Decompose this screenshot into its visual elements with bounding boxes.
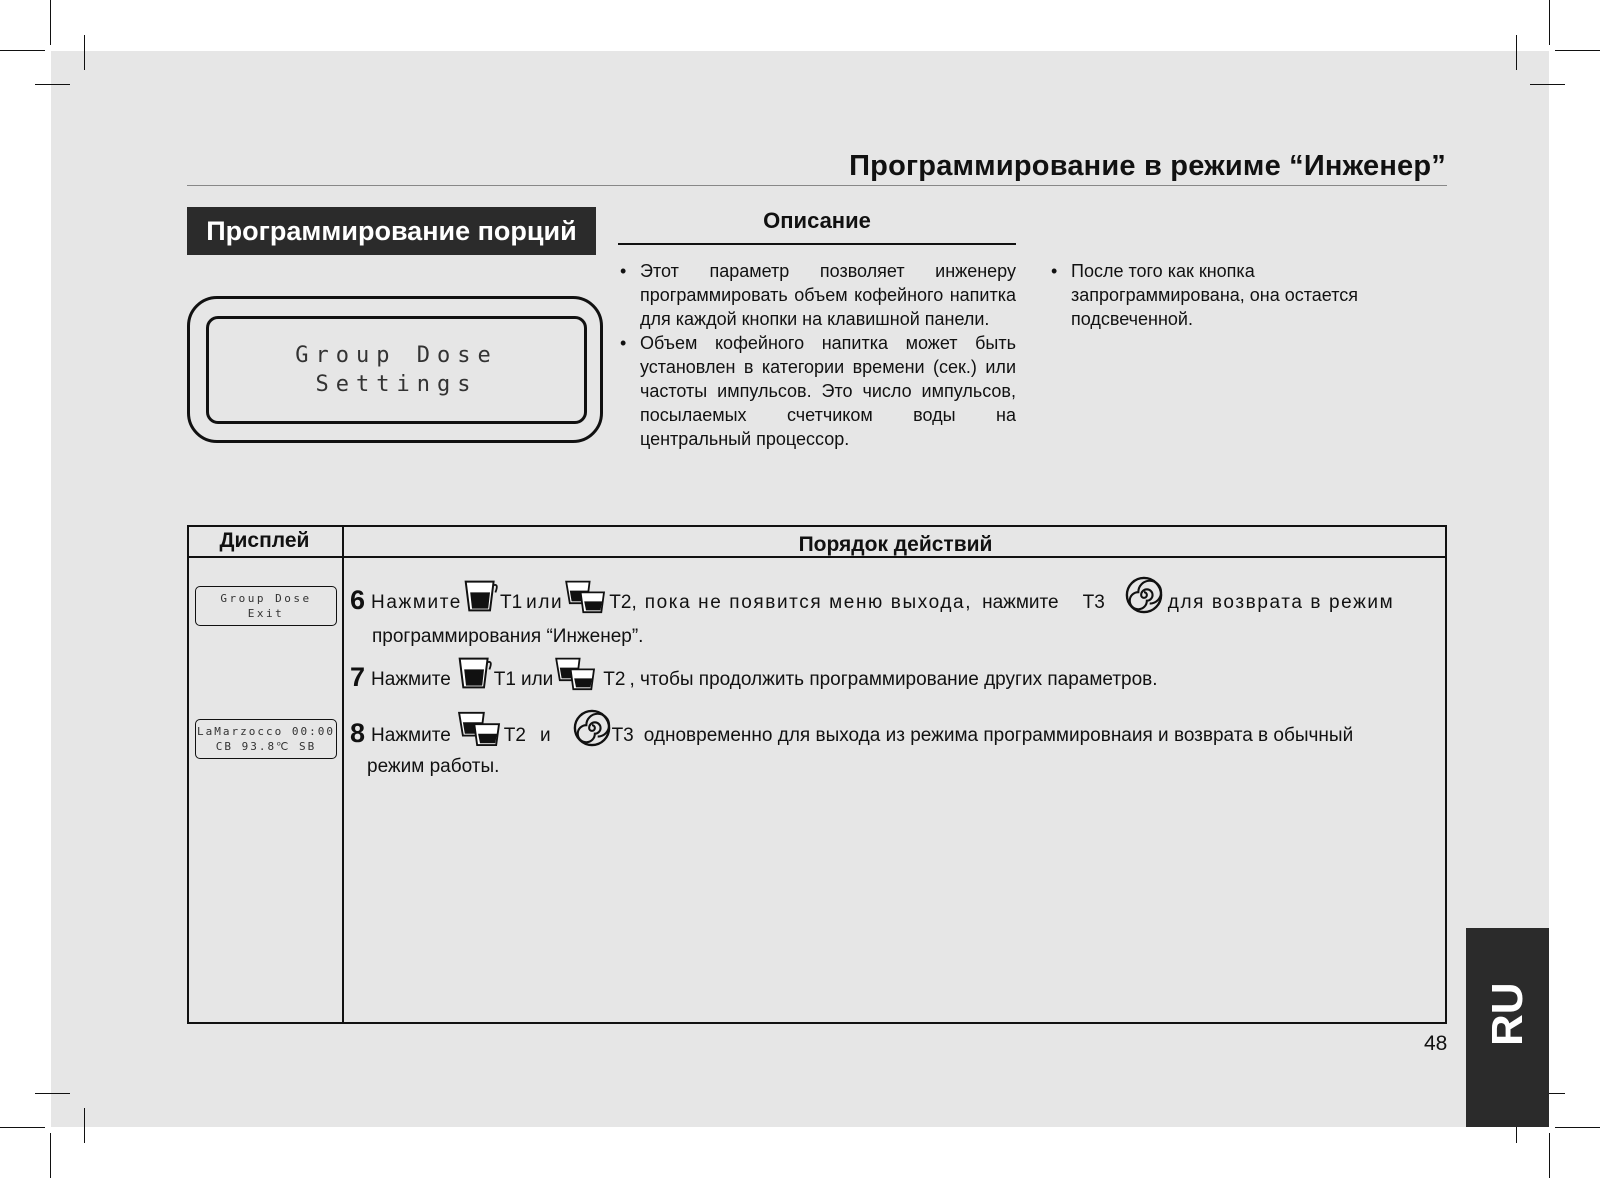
step-7 [350,655,1158,691]
button-t3-label: T3 [611,725,634,746]
step-text: нажмите [982,592,1059,613]
button-t2-label: T2, [609,592,637,613]
header-divider [187,185,1447,186]
section-title: Программирование порций [187,207,596,255]
table-header-steps: Порядок действий [798,533,993,556]
crop-mark [35,1093,70,1094]
step-text: или [520,669,554,690]
step-text: , чтобы продолжить программирование других параметров. [629,669,1158,690]
crop-mark [1555,1127,1600,1128]
description-list-right [1049,259,1379,331]
step-6 [350,576,1394,614]
display-line-2: Exit [247,607,285,620]
step-number: 7 [350,662,366,692]
description-list [618,259,1016,451]
lcd-display-screen [206,316,587,424]
step-text: и [539,725,551,746]
button-t1-label: T1 [493,669,516,690]
description-bullet: • Объем кофейного напитка может быть установлен в категории времени (сек.) или частоты импульсов. Это число импульсов, посылаемых счетчиком воды на центральный процессор. [618,331,1016,451]
page-number: 48 [1424,1032,1448,1055]
crop-mark [35,84,70,85]
display-home-screen [195,719,337,759]
button-t1-label: T1 [499,592,523,613]
step-text: пока не появится меню выхода, [644,592,973,613]
spiral-icon [573,709,611,747]
description-divider [618,243,1016,245]
display-line-1: LaMarzocco 00:00 [197,725,335,738]
page-title: Программирование в режиме “Инженер” [849,150,1446,182]
crop-mark [0,1127,45,1128]
language-label: RU [1483,982,1532,1046]
step-6-continued: программирования “Инженер”. [372,626,644,647]
double-cup-icon [457,709,503,747]
crop-mark [84,35,85,70]
lcd-line-2: Settings [315,372,478,397]
step-text: или [526,592,564,613]
display-line-2: CB 93.8℃ SB [215,740,317,753]
single-cup-icon [463,578,499,614]
lcd-line-1: Group Dose [295,343,498,368]
crop-mark [1555,50,1600,51]
display-line-1: Group Dose [220,592,312,605]
double-cup-icon [554,655,598,691]
table-column-divider [342,525,344,1024]
step-8-continued: режим работы. [367,756,500,777]
step-8 [350,709,1353,747]
step-number: 8 [350,718,366,748]
crop-mark [84,1108,85,1143]
double-cup-icon [564,578,608,614]
crop-mark [1516,35,1517,70]
crop-mark [50,0,51,45]
crop-mark [1530,84,1565,85]
crop-mark [50,1133,51,1178]
display-group-dose-exit [195,586,337,626]
step-text: одновременно для выхода из режима программировнаия и возврата в обычный [643,725,1354,746]
crop-mark [1549,1133,1550,1178]
step-text: для возврата в режим [1167,592,1395,613]
description-bullet: • Этот параметр позволяет инженеру программировать объем кофейного напитка для каждой кнопки на клавишной панели. [618,259,1016,331]
button-t2-label: T2 [503,725,526,746]
button-t2-label: T2 [603,669,626,690]
step-text: Нажмите [371,725,451,746]
crop-mark [1549,0,1550,45]
description-heading: Описание [763,208,871,233]
button-t3-label: T3 [1082,592,1105,613]
step-number: 6 [350,585,366,615]
step-text: Нажмите [371,592,462,613]
spiral-icon [1125,576,1163,614]
single-cup-icon [457,655,493,691]
table-header-display: Дисплей [219,529,310,552]
crop-mark [0,50,45,51]
step-text: Нажмите [371,669,451,690]
description-bullet: • После того как кнопка запрограммирована, она остается подсвеченной. [1049,259,1379,331]
